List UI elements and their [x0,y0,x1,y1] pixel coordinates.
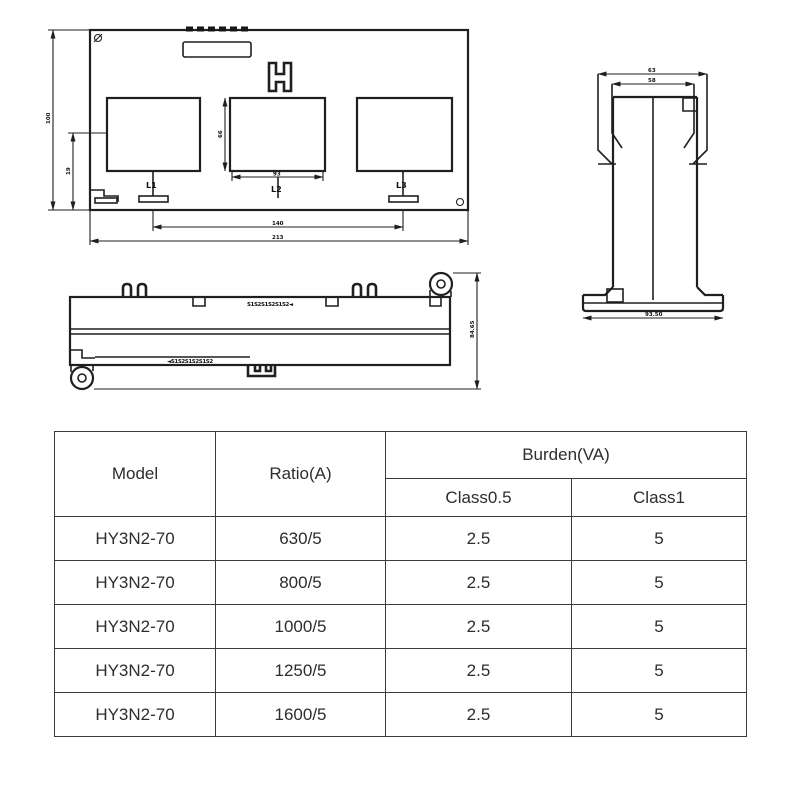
svg-text:93.50: 93.50 [645,312,663,318]
dim-side-base-width [583,312,723,318]
svg-text:140: 140 [272,221,284,227]
cell-class1: 5 [572,561,747,605]
dim-window-size [218,98,323,181]
terminal-marking-bottom: ◄S1S2S1S2S1S2 [167,359,213,365]
side-column [613,97,697,300]
notch-corner [430,297,441,306]
col-header-class1: Class1 [572,479,747,517]
dim-front-height [94,273,481,389]
svg-text:100: 100 [46,112,52,124]
svg-text:84.65: 84.65 [470,320,476,338]
cell-class05: 2.5 [386,561,572,605]
col-header-class05: Class0.5 [386,479,572,517]
mounting-ear-top-right [430,273,452,297]
cell-model: HY3N2-70 [55,693,216,737]
cell-ratio: 1600/5 [216,693,386,737]
dim-feet-span [153,211,403,231]
cell-class05: 2.5 [386,649,572,693]
label-plate [183,42,251,57]
window-stems [90,171,418,203]
table-row [55,693,747,737]
top-view-drawing [46,29,468,245]
cell-ratio: 800/5 [216,561,386,605]
cell-ratio: 630/5 [216,517,386,561]
foot-edge-left [90,190,118,202]
svg-text:19: 19 [66,167,72,175]
spec-table [54,431,747,737]
spec-table-section [54,431,746,737]
cell-class1: 5 [572,605,747,649]
mounting-ear-bottom-left [70,350,95,389]
dim-total-width [90,211,468,245]
cell-model: HY3N2-70 [55,649,216,693]
notch-left [193,297,205,306]
dim-overall-height [46,30,90,210]
foot-right [389,196,418,202]
col-header-model: Model [55,432,216,517]
cell-class1: 5 [572,517,747,561]
cell-model: HY3N2-70 [55,605,216,649]
cell-model: HY3N2-70 [55,517,216,561]
dim-side-outer-width [598,68,707,74]
svg-text:58: 58 [648,78,656,84]
phase-label-l3: L3 [396,181,407,190]
front-view-drawing [70,273,481,389]
top-prongs [123,284,376,297]
window-phase1 [107,98,200,171]
column-top-notch [683,98,697,111]
svg-text:213: 213 [272,235,284,241]
col-header-ratio: Ratio(A) [216,432,386,517]
svg-text:63: 63 [648,68,656,74]
cell-class05: 2.5 [386,693,572,737]
terminal-marking-top: S1S2S1S2S1S2◄ [247,302,293,308]
col-header-burden: Burden(VA) [386,432,747,479]
table-row [55,561,747,605]
cell-class05: 2.5 [386,605,572,649]
table-row [55,605,747,649]
svg-text:93: 93 [273,171,281,178]
svg-text:66: 66 [218,130,224,138]
phase-label-l1: L1 [146,181,157,190]
phase-label-l2: L2 [271,185,282,194]
mounting-clip [269,63,291,91]
corner-screw-bottom-right [457,199,464,206]
table-row [55,517,747,561]
window-phase2 [230,98,325,171]
cell-ratio: 1000/5 [216,605,386,649]
window-phase3 [357,98,452,171]
cell-model: HY3N2-70 [55,561,216,605]
notch-right [326,297,338,306]
cell-class1: 5 [572,649,747,693]
table-row [55,649,747,693]
side-view-drawing [583,68,723,318]
cell-class1: 5 [572,693,747,737]
foot-left [139,196,168,202]
cell-ratio: 1250/5 [216,649,386,693]
bottom-tab [248,365,275,376]
cell-class05: 2.5 [386,517,572,561]
dim-side-inner-width [612,78,694,84]
